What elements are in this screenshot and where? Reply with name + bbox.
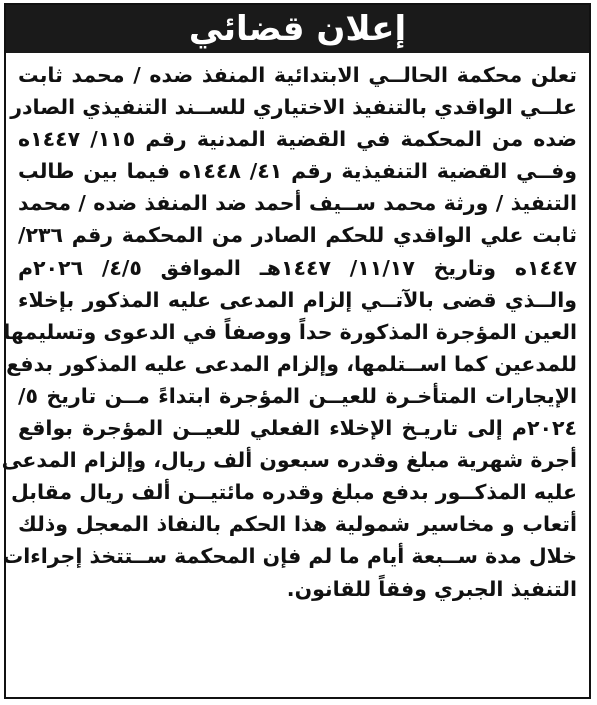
notice-line-2: علــي الواقدي بالتنفيذ الاختياري للســند التنفيذي الصادر bbox=[10, 95, 577, 120]
notice-line-8: والــذي قضى بالآتــي إلزام المدعى عليه المذكور بإخلاء bbox=[18, 287, 577, 312]
notice-line-3: ضده من المحكمة في القضية المدنية رقم ١١٥/ ١٤٤٧ه bbox=[18, 127, 577, 152]
notice-line-13: أجرة شهرية مبلغ وقدره سبعون ألف ريال، وإلزام المدعى bbox=[1, 448, 577, 473]
notice-line-6: ثابت علي الواقدي للحكم الصادر من المحكمة رقم ٢٣٦/ bbox=[18, 223, 577, 248]
notice-line-1: تعلن محكمة الحالــي الابتدائية المنفذ ضده / محمد ثابت bbox=[18, 63, 577, 87]
notice-line-16: خلال مدة ســبعة أيام ما لم فإن المحكمة ســتتخذ إجراءات bbox=[2, 544, 577, 569]
notice-line-12: ٢٠٢٤م إلى تاريـخ الإخلاء الفعلي للعيــن المؤجرة بواقع bbox=[18, 416, 577, 441]
notice-header bbox=[6, 5, 589, 53]
notice-line-15: أتعاب و مخاسير شمولية هذا الحكم بالنفاذ المعجل وذلك bbox=[18, 512, 577, 537]
notice-line-17: التنفيذ الجبري وفقاً للقانون. bbox=[286, 576, 577, 601]
notice-line-10: للمدعين كما اســتلمها، وإلزام المدعى عليه المذكور بدفع bbox=[6, 351, 577, 376]
notice-line-5: التنفيذ / ورثة محمد ســيف أحمد ضد المنفذ ضده / محمد bbox=[18, 191, 577, 216]
notice-line-14: عليه المذكــور بدفع مبلغ وقدره مائتيــن ألف ريال مقابل bbox=[10, 480, 577, 505]
judicial-notice bbox=[1, 3, 591, 699]
notice-body bbox=[1, 53, 589, 605]
notice-line-4: وفــي القضية التنفيذية رقم ٤١/ ١٤٤٨ه فيما بين طالب bbox=[18, 159, 577, 184]
notice-title: إعلان قضائي bbox=[188, 9, 407, 49]
notice-line-11: الإيجارات المتأخـرة للعيــن المؤجرة ابتداءً مــن تاريخ ٥/ bbox=[18, 383, 577, 408]
notice-line-9: العين المؤجرة المذكورة حداً ووصفاً في الدعوى وتسليمها bbox=[3, 319, 577, 344]
notice-line-7: ١٤٤٧ه وتاريخ ١١/١٧/ ١٤٤٧هـ الموافق ٤/٥/ ٢٠٢٦م bbox=[18, 255, 578, 280]
